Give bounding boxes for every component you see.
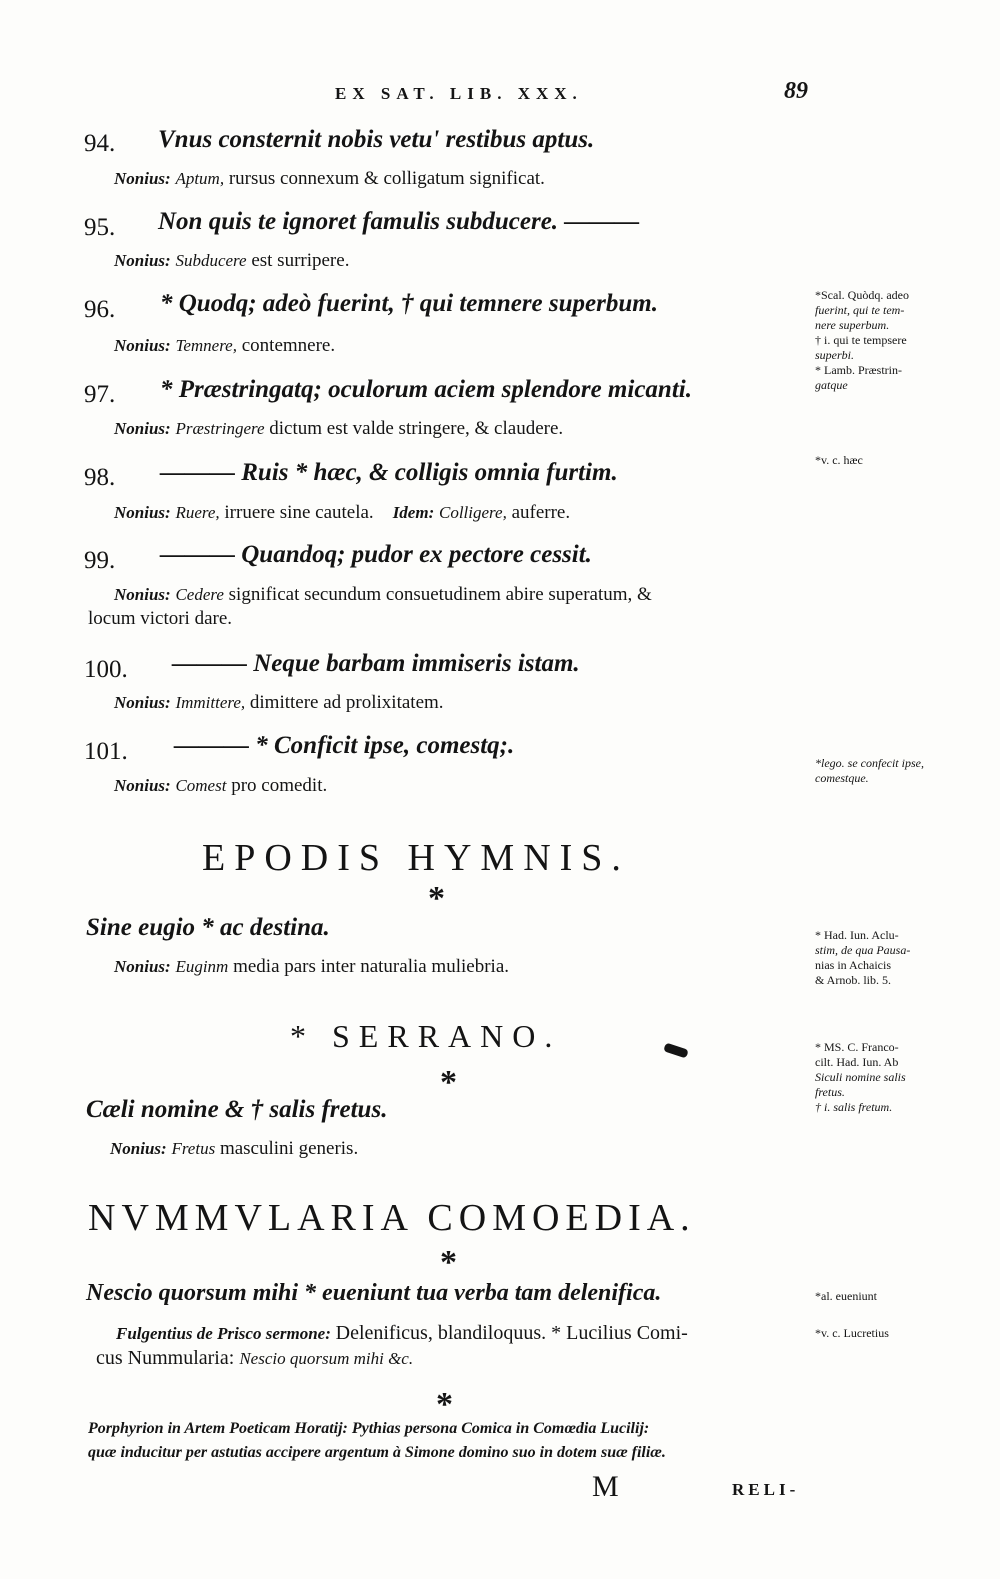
porphyrion-note: Porphyrion in Artem Poeticam Horatij: Pythias persona Comica in Comœdia Lucilij: (88, 1420, 650, 1437)
ink-blot (663, 1043, 689, 1059)
note-lemma: Temnere, (175, 336, 237, 355)
note-text: auferre. (511, 502, 571, 523)
note-author: Nonius: (114, 503, 171, 522)
verse-line: ——— Quandoq; pudor ex pectore cessit. (160, 541, 592, 568)
note-text: rursus connexum & colligatum significat. (228, 168, 545, 189)
margin-note (815, 756, 965, 786)
entry-number: 100. (84, 656, 128, 683)
porphyrion-note-continued: quæ inducitur per astutias accipere argentum à Simone domino suo in dotem suæ filiæ. (88, 1444, 666, 1461)
note-lemma: Euginm (175, 957, 229, 976)
verse-line: ——— Neque barbam immiseris istam. (172, 650, 580, 677)
note-author: Fulgentius de Prisco sermone: (116, 1324, 331, 1343)
note-text: cus Nummularia: (96, 1347, 235, 1369)
commentary-note (110, 1138, 358, 1160)
margin-note-line: *Scal. Quòdq. adeo (815, 288, 909, 302)
margin-note-line: * Lamb. Præstrin- (815, 363, 902, 377)
margin-note-line: fuerint, qui te tem- (815, 303, 905, 317)
margin-note-line: nias in Achaicis (815, 958, 891, 972)
margin-note-line: Siculi nomine salis (815, 1070, 906, 1084)
entry-number: 95. (84, 214, 116, 241)
note-author: Nonius: (114, 419, 171, 438)
commentary-note-continued: locum victori dare. (88, 608, 233, 629)
note-quote: Nescio quorsum mihi &c. (239, 1349, 414, 1368)
commentary-note (114, 168, 545, 190)
margin-note (815, 288, 965, 393)
verse-line: Non quis te ignoret famulis subducere. ——— (158, 208, 640, 235)
margin-note-line: superbi. (815, 348, 854, 362)
verse-line: ——— Ruis * hæc, & colligis omnia furtim. (160, 459, 618, 486)
margin-note-line: gatque (815, 378, 848, 392)
note-author: Nonius: (114, 957, 171, 976)
signature-mark: M (592, 1470, 619, 1503)
asterism: * (428, 880, 445, 917)
commentary-note (114, 956, 509, 978)
note-text: est surripere. (251, 250, 350, 271)
asterism: * (440, 1244, 457, 1281)
commentary-note (114, 335, 335, 357)
commentary-note (114, 418, 563, 440)
commentary-note-continued (96, 1347, 413, 1370)
note-text: contemnere. (241, 335, 336, 356)
entry-number: 101. (84, 738, 128, 765)
verse-line: Cæli nomine & † salis fretus. (86, 1096, 388, 1123)
note-text: irruere sine cautela. (224, 502, 374, 523)
commentary-note (114, 775, 327, 797)
margin-note-line: comestque. (815, 771, 869, 785)
note-text: significat secundum consuetudinem abire superatum, & (228, 584, 652, 605)
verse-line: * Præstringatq; oculorum aciem splendore micanti. (160, 376, 692, 403)
entry-number: 94. (84, 130, 116, 157)
catchword: RELI- (732, 1480, 800, 1499)
note-text: media pars inter naturalia muliebria. (233, 956, 509, 977)
margin-note-line: fretus. (815, 1085, 845, 1099)
margin-note-line: † i. salis fretum. (815, 1100, 893, 1114)
margin-note-line: nere superbum. (815, 318, 890, 332)
asterism: * (440, 1064, 457, 1101)
note-lemma: Aptum, (175, 169, 225, 188)
margin-note-line: *v. c. hæc (815, 453, 863, 467)
section-heading-epodis: EPODIS HYMNIS. (202, 837, 630, 879)
margin-note-line: * Had. Iun. Aclu- (815, 928, 899, 942)
note-lemma: Cedere (175, 585, 224, 604)
verse-line: Nescio quorsum mihi * eueniunt tua verba tam delenifica. (86, 1280, 662, 1306)
entry-number: 97. (84, 381, 116, 408)
note-author: Nonius: (114, 169, 171, 188)
note-lemma: Præstringere (175, 419, 265, 438)
note-lemma: Colligere, (438, 503, 507, 522)
commentary-note (114, 584, 652, 606)
entry-number: 96. (84, 296, 116, 323)
asterism: * (436, 1386, 453, 1423)
note-author: Nonius: (114, 776, 171, 795)
commentary-note (114, 692, 444, 714)
margin-note-line: * MS. C. Franco- (815, 1040, 899, 1054)
note-lemma: Ruere, (175, 503, 220, 522)
commentary-note (114, 502, 570, 524)
margin-note-line: stim, de qua Pausa- (815, 943, 911, 957)
commentary-note (116, 1322, 688, 1345)
entry-number: 98. (84, 464, 116, 491)
note-author: Idem: (392, 503, 435, 522)
margin-note-line: *al. eueniunt (815, 1289, 877, 1303)
note-text: dictum est valde stringere, & claudere. (269, 418, 564, 439)
margin-note-line: *lego. se confecit ipse, (815, 756, 924, 770)
running-head: EX SAT. LIB. XXX. (335, 84, 583, 103)
note-author: Nonius: (110, 1139, 167, 1158)
verse-line: * Quodq; adeò fuerint, † qui temnere superbum. (160, 290, 658, 317)
margin-note-line: cilt. Had. Iun. Ab (815, 1055, 899, 1069)
note-text: masculini generis. (219, 1138, 359, 1159)
margin-note (815, 1040, 965, 1115)
commentary-note (114, 250, 349, 272)
margin-note (815, 928, 965, 988)
margin-note-line: † i. qui te tempsere (815, 333, 907, 347)
note-author: Nonius: (114, 251, 171, 270)
note-lemma: Comest (175, 776, 227, 795)
section-heading-nummularia: NVMMVLARIA COMOEDIA. (88, 1197, 696, 1239)
verse-line: Vnus consternit nobis vetu' restibus aptus. (158, 126, 595, 153)
note-lemma: Subducere (175, 251, 247, 270)
note-text: Delenificus, blandiloquus. * Lucilius Comi- (335, 1322, 688, 1344)
note-lemma: Fretus (171, 1139, 216, 1158)
note-author: Nonius: (114, 336, 171, 355)
note-lemma: Immittere, (175, 693, 246, 712)
note-author: Nonius: (114, 585, 171, 604)
margin-note-line: *v. c. Lucretius (815, 1326, 889, 1340)
verse-line: Sine eugio * ac destina. (86, 914, 330, 941)
section-heading-serrano: * SERRANO. (290, 1018, 562, 1054)
margin-note (815, 1326, 965, 1341)
margin-note (815, 1289, 965, 1304)
margin-note (815, 453, 965, 468)
entry-number: 99. (84, 547, 116, 574)
margin-note-line: & Arnob. lib. 5. (815, 973, 892, 987)
note-text: dimittere ad prolixitatem. (249, 692, 444, 713)
verse-line: ——— * Conficit ipse, comestq;. (174, 732, 515, 759)
page-number: 89 (784, 78, 808, 104)
note-author: Nonius: (114, 693, 171, 712)
note-text: pro comedit. (231, 775, 328, 796)
